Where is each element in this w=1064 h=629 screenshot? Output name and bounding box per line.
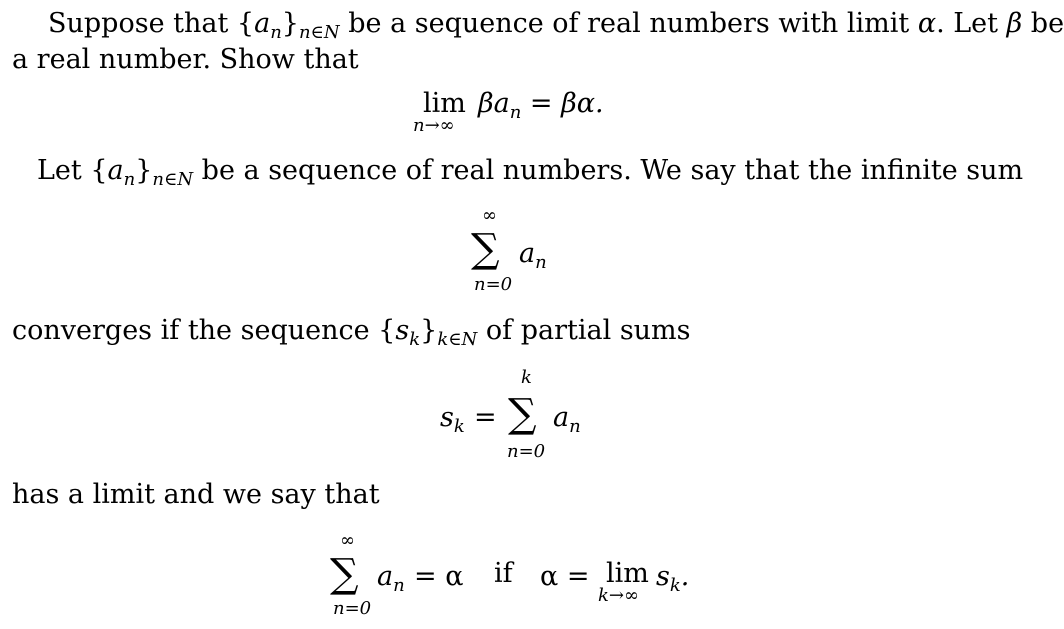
sum-lower-limit: n=0 [474, 274, 513, 295]
var-s: s [395, 315, 410, 346]
eq4-term [377, 561, 405, 596]
eq3-lower-limit: n=0 [507, 441, 546, 462]
var-a: a [254, 8, 271, 39]
eq4-lower-limit: n=0 [333, 598, 372, 619]
eq4-end [656, 561, 690, 596]
term-sub-n: n [535, 252, 547, 273]
sub-n-in-N: n∈N [298, 22, 340, 43]
eq4-upper-limit: ∞ [340, 530, 355, 551]
exercise-line-1 [48, 8, 1064, 43]
var-a: a [107, 155, 124, 186]
eq3-term-a: a [553, 402, 570, 433]
close-brace: } [135, 155, 153, 186]
eq3-sub-k: k [453, 416, 465, 437]
eq3-lhs [440, 402, 465, 437]
eq1-sub-n: n [509, 102, 522, 123]
eq3-sigma: ∑ [508, 391, 537, 437]
text-converges: converges if the sequence { [12, 315, 396, 346]
eq4-if: if [494, 558, 513, 589]
text-partial-sums: of partial sums [477, 315, 691, 346]
text-let: . Let [936, 8, 1007, 39]
eq1-beta-a: βa [478, 88, 510, 119]
eq3-s: s [440, 402, 454, 433]
eq3-upper-limit: k [521, 367, 532, 388]
eq4-term-sub-n: n [393, 575, 405, 596]
eq4-period: . [680, 561, 690, 592]
sub-k: k [409, 329, 421, 350]
eq3-term [553, 402, 581, 437]
sum-upper-limit: ∞ [482, 205, 497, 226]
eq3-term-sub-n: n [569, 416, 581, 437]
eq4-term-a: a [377, 561, 394, 592]
text-let: Let { [37, 155, 108, 186]
sub-n-in-N: n∈N [152, 169, 194, 190]
eq4-alpha-equals: α = [540, 561, 590, 592]
eq4-equals-alpha: = α [414, 561, 464, 592]
eq4-s: s [656, 561, 670, 592]
text-sequence-limit: be a sequence of real numbers with limit [339, 8, 918, 39]
sub-n: n [270, 22, 282, 43]
var-beta: β [1006, 8, 1023, 39]
eq1-rhs: = βα. [521, 88, 604, 119]
sub-k-in-N: k∈N [437, 329, 478, 350]
definition-line-1 [37, 155, 1024, 190]
lim-subscript: n→∞ [413, 115, 455, 136]
eq3-equals: = [474, 402, 497, 433]
text-be: be [1022, 8, 1064, 39]
text-suppose: Suppose that { [48, 8, 255, 39]
eq4-sub-k: k [669, 575, 681, 596]
exercise-line-2: a real number. Show that [12, 44, 359, 75]
definition-line-3: has a limit and we say that [12, 479, 380, 510]
eq4-lim-subscript: k→∞ [598, 585, 639, 606]
eq4-lim: lim [606, 558, 649, 589]
eq1-body [478, 88, 604, 123]
term-a: a [519, 238, 536, 269]
sigma-symbol: ∑ [471, 226, 500, 272]
close-brace: } [420, 315, 438, 346]
sub-n: n [123, 169, 136, 190]
eq4-sigma: ∑ [330, 551, 359, 597]
close-brace: } [281, 8, 299, 39]
var-alpha: α [917, 8, 937, 39]
text-infinite-sum: be a sequence of real numbers. We say that the infinite sum [193, 155, 1024, 186]
definition-line-2 [12, 315, 691, 350]
sum-term [519, 238, 547, 273]
lim-operator: lim [423, 88, 466, 119]
